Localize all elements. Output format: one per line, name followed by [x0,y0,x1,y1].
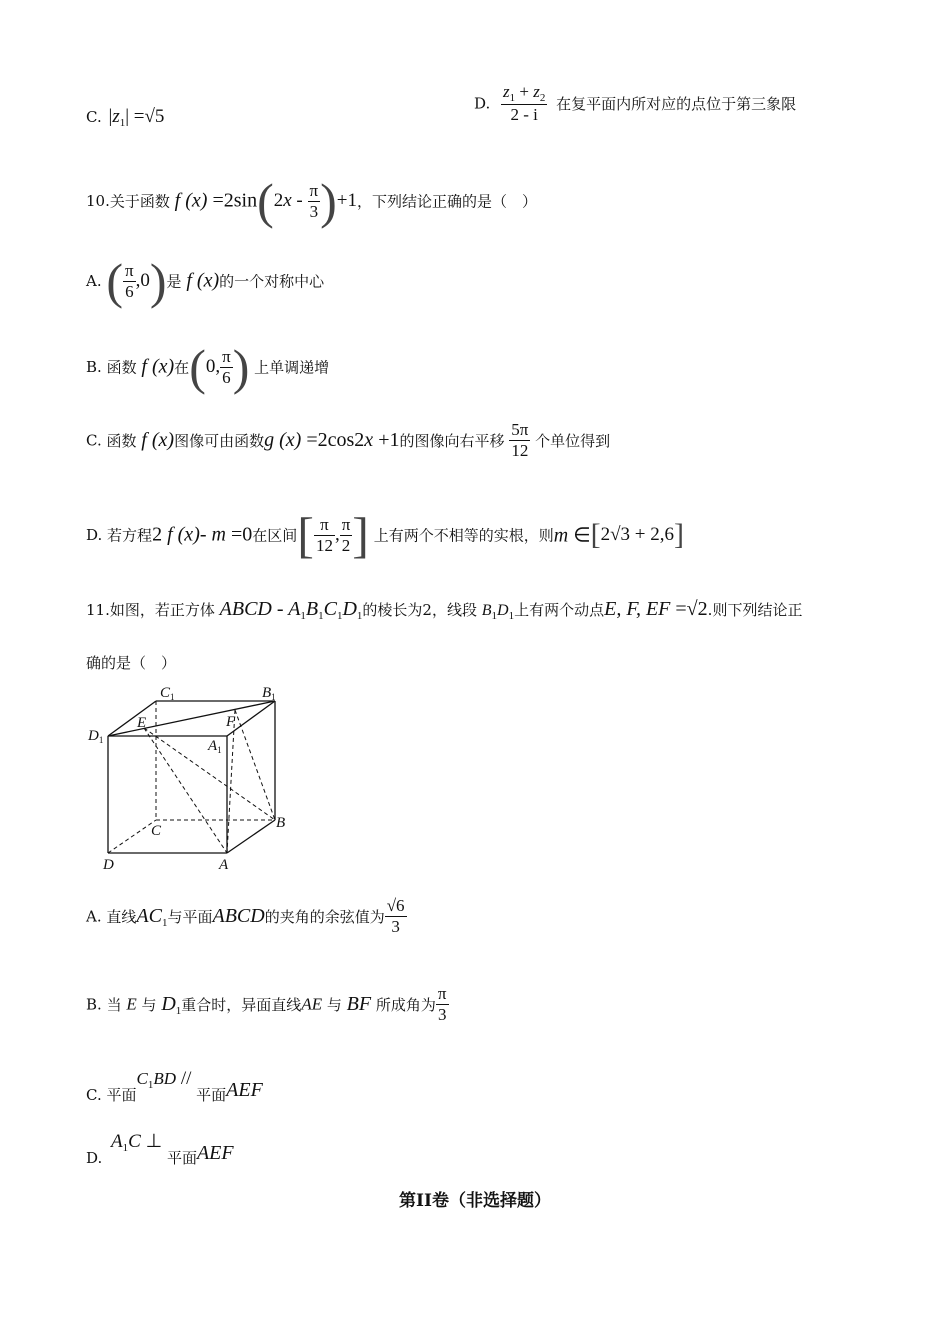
q10-option-b: B. 函数 f (x)在(0, $\frac{\pi}{6}$ ) 上单调递增 [86,339,330,395]
q11-stem-line1: 11.如图，若正方体 ABCD - $A_1B_1C_1D_1$的棱长为2，线段 $B_1D_1$上有两个动点E, F, EF =√2.则下列结论正 [86,598,803,622]
label-d: D [103,857,114,873]
q9-c-formula: $|z_1| =√5$ [108,106,165,129]
q10-stem: 10.关于函数 f (x) =2sin(2x - $\frac{\pi}{3}$ )+1，下列结论正确的是（ ） [86,173,538,229]
label-b: B [276,815,286,831]
q9-d-fraction: $\frac{z_1 + z_2}{2 - i}$ [503,82,546,124]
label-c: C [151,823,162,839]
cube-figure [84,680,304,880]
q11-stem-line2: 确的是（ ） [86,654,177,672]
label-c1: $C_1$ [160,685,175,702]
label-e: E [137,715,147,731]
label-f: F [226,714,236,730]
label-b1: $B_1$ [262,685,276,702]
q9-option-c: C. $|z_1| =√5$ [86,106,165,129]
section-title: 第II卷（非选择题） [399,1191,551,1211]
label-a1: $A_1$ [208,738,222,755]
q10-option-c: C. 函数 f (x)图像可由函数g (x) =2cos2x +1的图像向右平移 $\frac{5\pi}{12}$ 个单位得到 [86,420,611,460]
q11-option-a: A. 直线$AC_1$与平面ABCD的夹角的余弦值为 $\frac{√6}{3}$ [86,896,405,936]
q11-option-b: B. 当 E 与 $D_1$重合时，异面直线AE 与 BF 所成角为 $\frac{\pi}{3}$ [86,984,447,1024]
label-d1: $D_1$ [88,728,104,745]
q10-option-a: A. ( $\frac{\pi}{6}$ ,0)是 f (x)的一个对称中心 [86,253,325,309]
label-a: A [219,857,229,873]
q11-option-c: C. 平面$C_1BD$ // 平面AEF [86,1068,263,1104]
q10-function: f (x) =2sin [174,189,258,212]
q10-option-d: D. 若方程2 f (x)- m =0在区间[ $\frac{\pi}{12}$ , $\frac{\pi}{2}$ ] 上有两个不相等的实根，则m ∈[2√3 + 2,6] [86,507,685,563]
q9-option-d: D. $\frac{z_1 + z_2}{2 - i}$ 在复平面内所对应的点位于第三象限 [474,82,797,124]
q11-option-d: D. $A_1C$ ⊥ 平面AEF [86,1131,234,1167]
